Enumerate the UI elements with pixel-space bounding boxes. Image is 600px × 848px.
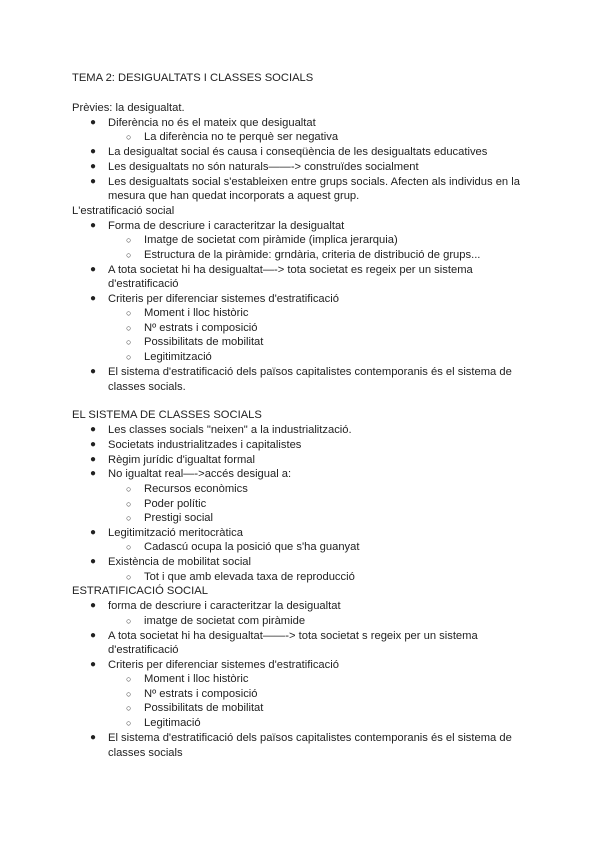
bullet-circle-icon: ○ <box>126 352 132 362</box>
bullet-circle-icon: ○ <box>126 337 132 347</box>
sub-list-item: Recursos econòmics <box>144 483 248 495</box>
list-item: Legitimització meritocràtica <box>108 527 243 539</box>
sub-list-item: Cadascú ocupa la posició que s'ha guanyat <box>144 541 360 553</box>
bullet-dot-icon: ● <box>90 146 97 157</box>
sub-list-item: Poder polític <box>144 498 207 510</box>
list-item: El sistema d'estratificació dels països capitalistes contemporanis és el sistema de <box>108 366 512 378</box>
list-item: A tota societat hi ha desigualtat——-> tota societat s regeix per un sistema <box>108 630 478 642</box>
sub-list-item: Legitimització <box>144 351 212 363</box>
bullet-circle-icon: ○ <box>126 308 132 318</box>
bullet-circle-icon: ○ <box>126 572 132 582</box>
bullet-circle-icon: ○ <box>126 616 132 626</box>
bullet-dot-icon: ● <box>90 424 97 435</box>
bullet-dot-icon: ● <box>90 366 97 377</box>
sub-list-item: La diferència no te perquè ser negativa <box>144 131 339 143</box>
list-item-continuation: d'estratificació <box>108 644 179 656</box>
sub-list-item: Estructura de la piràmide: grndària, criteria de distribució de grups... <box>144 249 481 261</box>
list-item: Existència de mobilitat social <box>108 556 252 568</box>
bullet-dot-icon: ● <box>90 220 97 231</box>
list-item: Criteris per diferenciar sistemes d'estratificació <box>108 659 339 671</box>
section-heading-previes: Prèvies: la desigualtat. <box>72 102 185 114</box>
document-title: TEMA 2: DESIGUALTATS I CLASSES SOCIALS <box>72 72 314 84</box>
list-item: Diferència no és el mateix que desigualtat <box>108 117 316 129</box>
list-item: Règim jurídic d'igualtat formal <box>108 454 256 466</box>
section-heading-classes: EL SISTEMA DE CLASSES SOCIALS <box>72 409 262 421</box>
sub-list-item: Possibilitats de mobilitat <box>144 702 264 714</box>
list-item: Forma de descriure i caracteritzar la desigualtat <box>108 220 345 232</box>
sub-list-item: Moment i lloc històric <box>144 673 249 685</box>
list-item: No igualtat real—->accés desigual a: <box>108 468 292 480</box>
bullet-dot-icon: ● <box>90 527 97 538</box>
list-item: Les classes socials "neixen" a la industrialització. <box>108 424 352 436</box>
sub-list-item: Prestigi social <box>144 512 214 524</box>
list-item-continuation: mesura que han quedat incorporats a aquest grup. <box>108 190 360 202</box>
list-item: Les desigualtats no són naturals——-> construïdes socialment <box>108 161 419 173</box>
bullet-circle-icon: ○ <box>126 235 132 245</box>
bullet-circle-icon: ○ <box>126 513 132 523</box>
sub-list-item: imatge de societat com piràmide <box>144 615 306 627</box>
bullet-dot-icon: ● <box>90 117 97 128</box>
list-item: A tota societat hi ha desigualtat—-> tota societat es regeix per un sistema <box>108 264 473 276</box>
bullet-circle-icon: ○ <box>126 323 132 333</box>
sub-list-item: Possibilitats de mobilitat <box>144 336 264 348</box>
bullet-dot-icon: ● <box>90 293 97 304</box>
list-item: Les desigualtats social s'estableixen entre grups socials. Afecten als individus en la <box>108 176 520 188</box>
bullet-dot-icon: ● <box>90 161 97 172</box>
list-item: La desigualtat social és causa i conseqüència de les desigualtats educatives <box>108 146 488 158</box>
bullet-circle-icon: ○ <box>126 674 132 684</box>
bullet-dot-icon: ● <box>90 556 97 567</box>
bullet-dot-icon: ● <box>90 454 97 465</box>
bullet-dot-icon: ● <box>90 600 97 611</box>
sub-list-item: Legitimació <box>144 717 201 729</box>
bullet-dot-icon: ● <box>90 439 97 450</box>
bullet-dot-icon: ● <box>90 630 97 641</box>
bullet-circle-icon: ○ <box>126 689 132 699</box>
list-item: El sistema d'estratificació dels països capitalistes contemporanis és el sistema de <box>108 732 512 744</box>
sub-list-item: Nº estrats i composició <box>144 688 258 700</box>
list-item-continuation: d'estratificació <box>108 278 179 290</box>
sub-list-item: Imatge de societat com piràmide (implica jerarquia) <box>144 234 398 246</box>
bullet-circle-icon: ○ <box>126 703 132 713</box>
list-item-continuation: classes socials <box>108 747 183 759</box>
sub-list-item: Tot i que amb elevada taxa de reproducció <box>144 571 355 583</box>
bullet-circle-icon: ○ <box>126 542 132 552</box>
sub-list-item: Moment i lloc històric <box>144 307 249 319</box>
bullet-dot-icon: ● <box>90 468 97 479</box>
bullet-circle-icon: ○ <box>126 250 132 260</box>
bullet-dot-icon: ● <box>90 176 97 187</box>
bullet-dot-icon: ● <box>90 732 97 743</box>
bullet-dot-icon: ● <box>90 659 97 670</box>
sub-list-item: Nº estrats i composició <box>144 322 258 334</box>
bullet-dot-icon: ● <box>90 264 97 275</box>
bullet-circle-icon: ○ <box>126 499 132 509</box>
section-heading-estratificacio: L'estratificació social <box>72 205 175 217</box>
bullet-circle-icon: ○ <box>126 484 132 494</box>
bullet-circle-icon: ○ <box>126 718 132 728</box>
section-heading-estratificacio-2: ESTRATIFICACIÓ SOCIAL <box>72 585 208 597</box>
list-item: Societats industrialitzades i capitalistes <box>108 439 302 451</box>
list-item: Criteris per diferenciar sistemes d'estratificació <box>108 293 339 305</box>
bullet-circle-icon: ○ <box>126 132 132 142</box>
list-item-continuation: classes socials. <box>108 381 186 393</box>
list-item: forma de descriure i caracteritzar la desigualtat <box>108 600 341 612</box>
